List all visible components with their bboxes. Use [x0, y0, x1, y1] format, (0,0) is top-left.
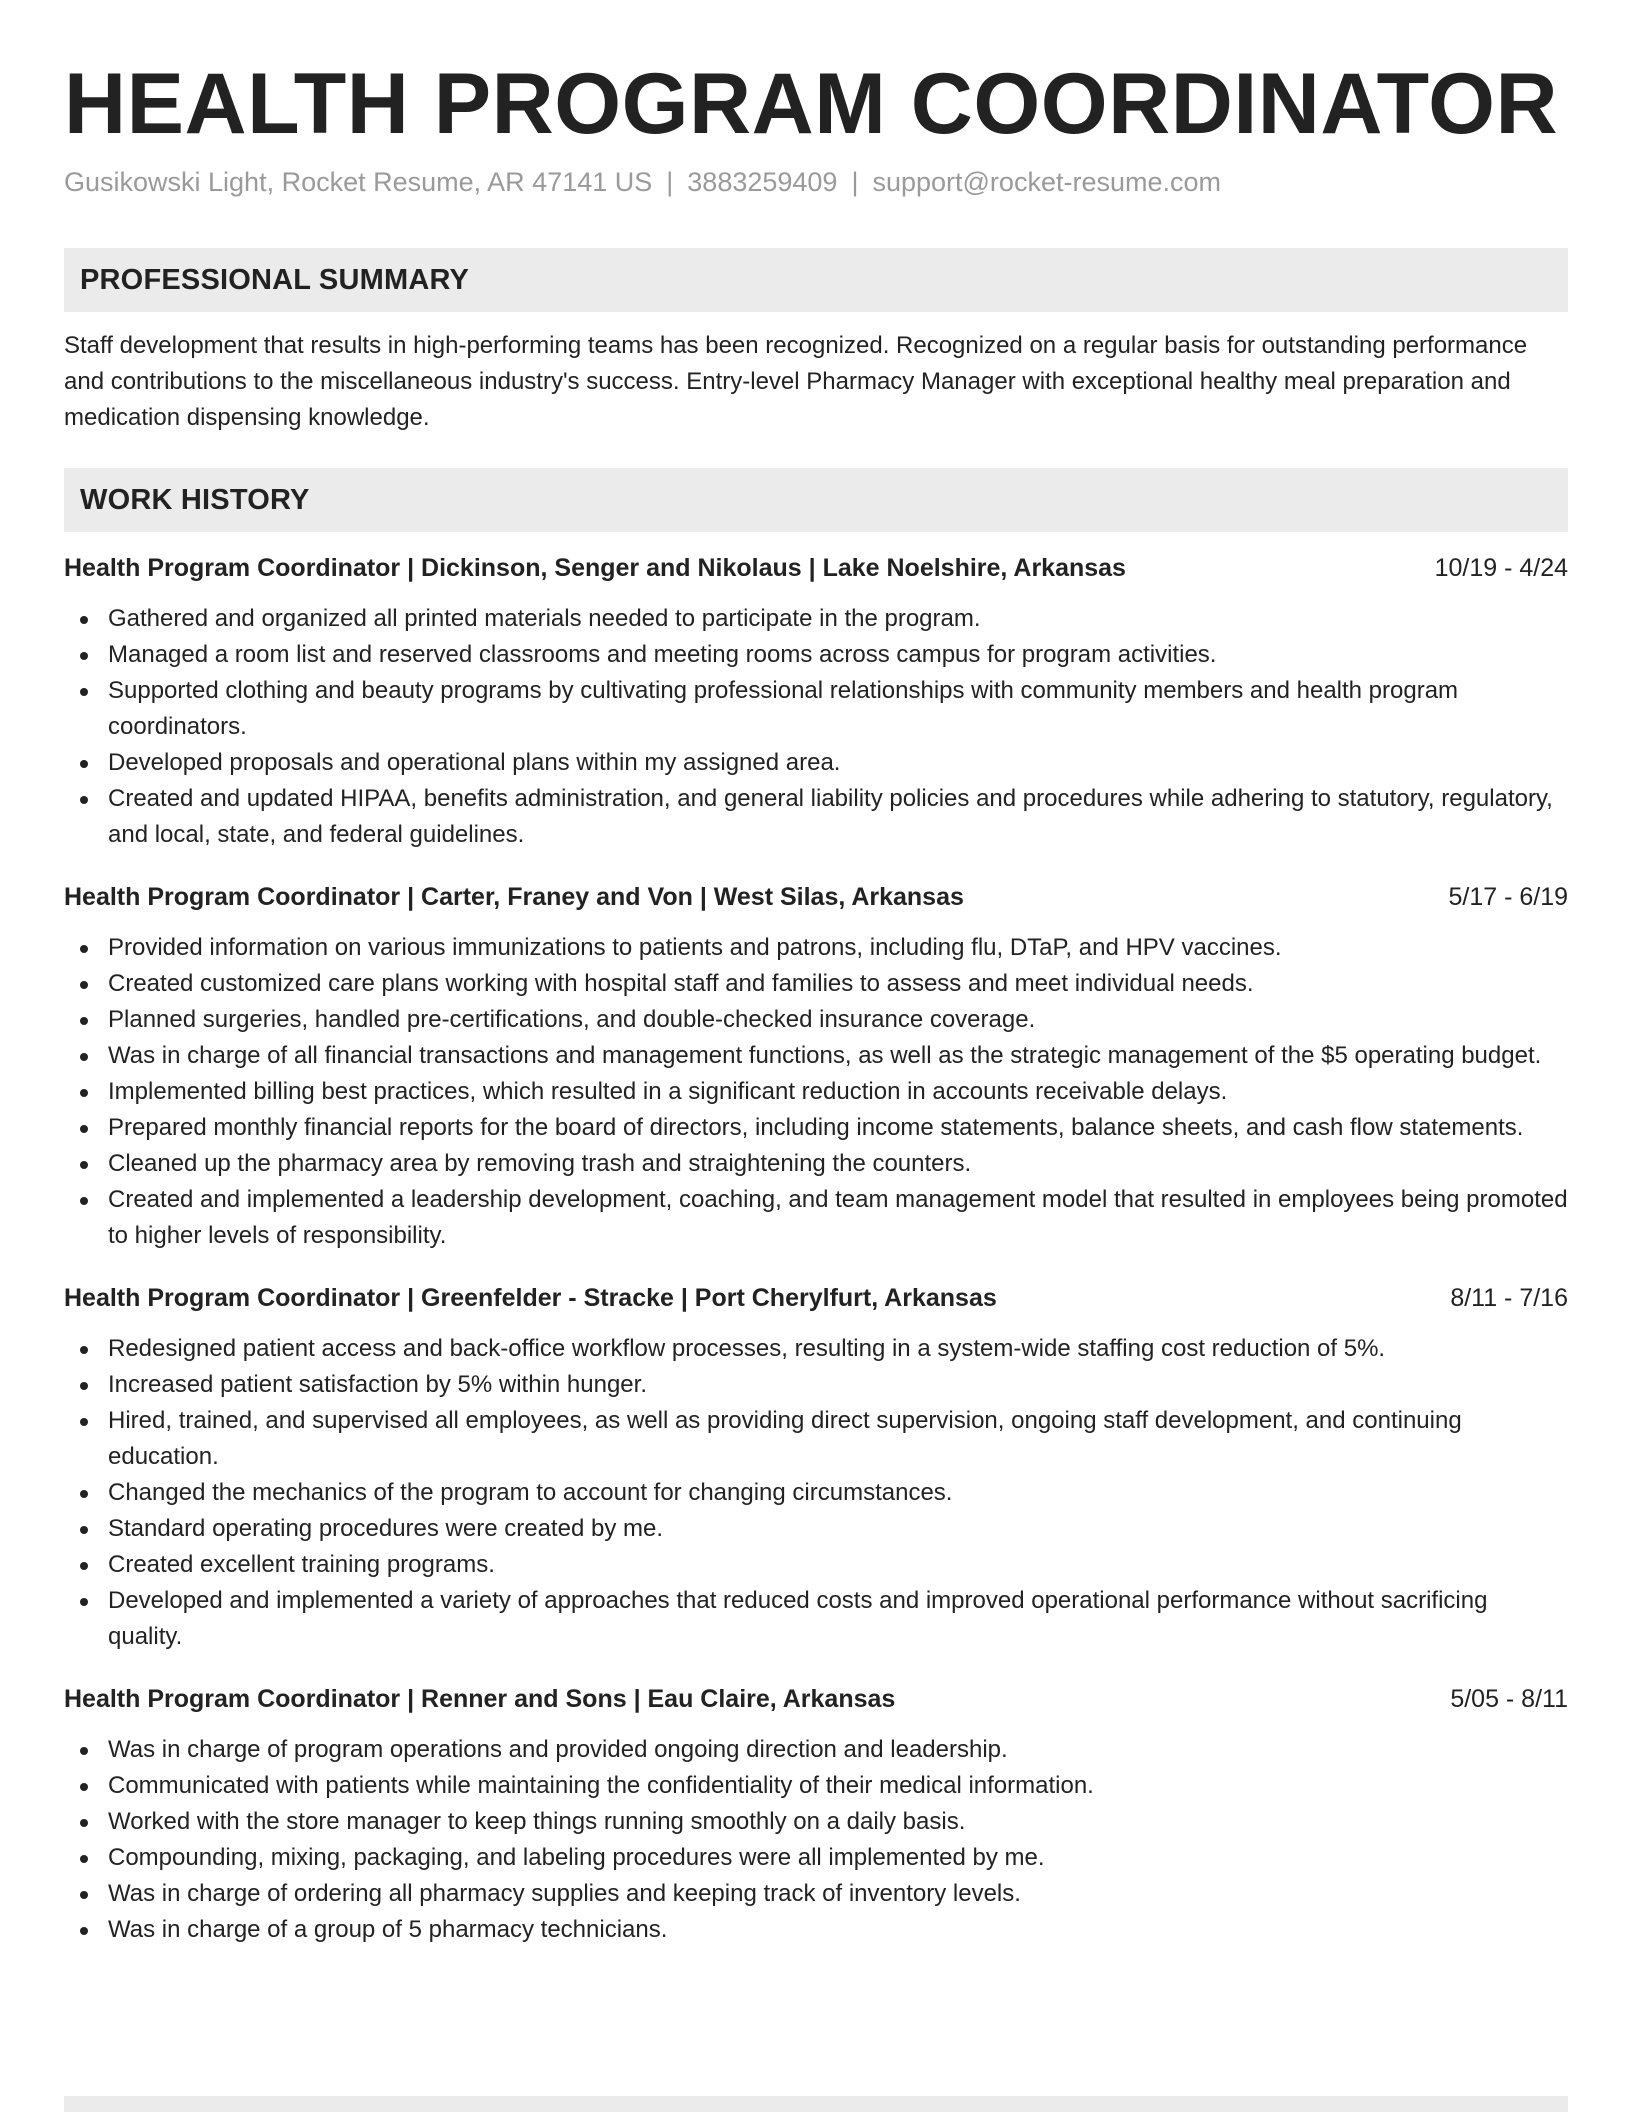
job-dates: 10/19 - 4/24: [1434, 554, 1568, 582]
work-history-section-header: [64, 468, 1568, 532]
job-bullet: Standard operating procedures were created by me.: [64, 1511, 1568, 1547]
job-bullet: Was in charge of ordering all pharmacy supplies and keeping track of inventory levels.: [64, 1876, 1568, 1912]
job-bullet: Compounding, mixing, packaging, and labeling procedures were all implemented by me.: [64, 1840, 1568, 1876]
job-bullet: Hired, trained, and supervised all employees, as well as providing direct supervision, ongoing staff development, and continuing education.: [64, 1403, 1568, 1475]
resume-name: HEALTH PROGRAM COORDINATOR: [64, 56, 1559, 152]
job-bullets: [64, 930, 1568, 1254]
job-bullets: [64, 1732, 1568, 1948]
next-section-header: [64, 2096, 1568, 2112]
job-bullet: Supported clothing and beauty programs by cultivating professional relationships with community members and health program coordinators.: [64, 673, 1568, 745]
job-bullet: Planned surgeries, handled pre-certifications, and double-checked insurance coverage.: [64, 1002, 1568, 1038]
job-bullet: Increased patient satisfaction by 5% within hunger.: [64, 1367, 1568, 1403]
job-bullet: Created excellent training programs.: [64, 1547, 1568, 1583]
job-title: Health Program Coordinator | Carter, Franey and Von | West Silas, Arkansas: [64, 883, 964, 911]
job-title: Health Program Coordinator | Renner and Sons | Eau Claire, Arkansas: [64, 1685, 896, 1713]
work-history-heading: WORK HISTORY: [80, 483, 310, 516]
contact-email: support@rocket-resume.com: [872, 167, 1221, 197]
job-title: Health Program Coordinator | Dickinson, Senger and Nikolaus | Lake Noelshire, Arkansas: [64, 554, 1126, 582]
summary-section-header: [64, 248, 1568, 312]
job-dates: 8/11 - 7/16: [1450, 1284, 1568, 1312]
job-entry: [64, 550, 1568, 853]
job-header: [64, 1280, 1568, 1316]
job-entry: [64, 879, 1568, 1254]
job-bullet: Was in charge of all financial transactions and management functions, as well as the strategic management of the $5 operating budget.: [64, 1038, 1568, 1074]
job-bullet: Prepared monthly financial reports for the board of directors, including income statements, balance sheets, and cash flow statements.: [64, 1110, 1568, 1146]
job-bullets: [64, 1331, 1568, 1655]
job-bullet: Gathered and organized all printed materials needed to participate in the program.: [64, 601, 1568, 637]
summary-text: Staff development that results in high-performing teams has been recognized. Recognized on a regular basis for outstanding performance and contributions to the miscellaneous industry's success. Entry-level Pharmacy Manager with exceptional healthy meal preparation and medication dispensing knowledge.: [64, 332, 1528, 431]
job-bullet: Provided information on various immunizations to patients and patrons, including flu, DTaP, and HPV vaccines.: [64, 930, 1568, 966]
job-entry: [64, 1280, 1568, 1655]
resume-page: [64, 0, 1568, 1948]
work-history-list: [64, 550, 1568, 1948]
job-title: Health Program Coordinator | Greenfelder - Stracke | Port Cherylfurt, Arkansas: [64, 1284, 997, 1312]
job-entry: [64, 1681, 1568, 1948]
contact-separator: |: [851, 167, 859, 197]
job-bullet: Developed proposals and operational plans within my assigned area.: [64, 745, 1568, 781]
contact-address: Gusikowski Light, Rocket Resume, AR 47141 US: [64, 167, 653, 197]
job-bullet: Implemented billing best practices, which resulted in a significant reduction in accounts receivable delays.: [64, 1074, 1568, 1110]
job-bullet: Created customized care plans working with hospital staff and families to assess and meet individual needs.: [64, 966, 1568, 1002]
job-bullet: Changed the mechanics of the program to account for changing circumstances.: [64, 1475, 1568, 1511]
job-bullet: Was in charge of program operations and provided ongoing direction and leadership.: [64, 1732, 1568, 1768]
job-header: [64, 1681, 1568, 1717]
job-bullet: Redesigned patient access and back-office workflow processes, resulting in a system-wide staffing cost reduction of 5%.: [64, 1331, 1568, 1367]
job-bullet: Developed and implemented a variety of approaches that reduced costs and improved operational performance without sacrificing quality.: [64, 1583, 1568, 1655]
job-dates: 5/05 - 8/11: [1450, 1685, 1568, 1713]
job-bullet: Created and implemented a leadership development, coaching, and team management model that resulted in employees being promoted to higher levels of responsibility.: [64, 1182, 1568, 1254]
job-header: [64, 879, 1568, 915]
job-bullet: Created and updated HIPAA, benefits administration, and general liability policies and procedures while adhering to statutory, regulatory, and local, state, and federal guidelines.: [64, 781, 1568, 853]
job-bullet: Worked with the store manager to keep things running smoothly on a daily basis.: [64, 1804, 1568, 1840]
contact-line: [64, 164, 1568, 200]
summary-heading: PROFESSIONAL SUMMARY: [80, 263, 470, 296]
job-bullet: Cleaned up the pharmacy area by removing trash and straightening the counters.: [64, 1146, 1568, 1182]
contact-phone: 3883259409: [687, 167, 838, 197]
job-bullet: Managed a room list and reserved classrooms and meeting rooms across campus for program activities.: [64, 637, 1568, 673]
job-bullet: Communicated with patients while maintaining the confidentiality of their medical information.: [64, 1768, 1568, 1804]
job-dates: 5/17 - 6/19: [1448, 883, 1568, 911]
job-header: [64, 550, 1568, 586]
contact-separator: |: [666, 167, 674, 197]
job-bullet: Was in charge of a group of 5 pharmacy technicians.: [64, 1912, 1568, 1948]
job-bullets: [64, 601, 1568, 853]
